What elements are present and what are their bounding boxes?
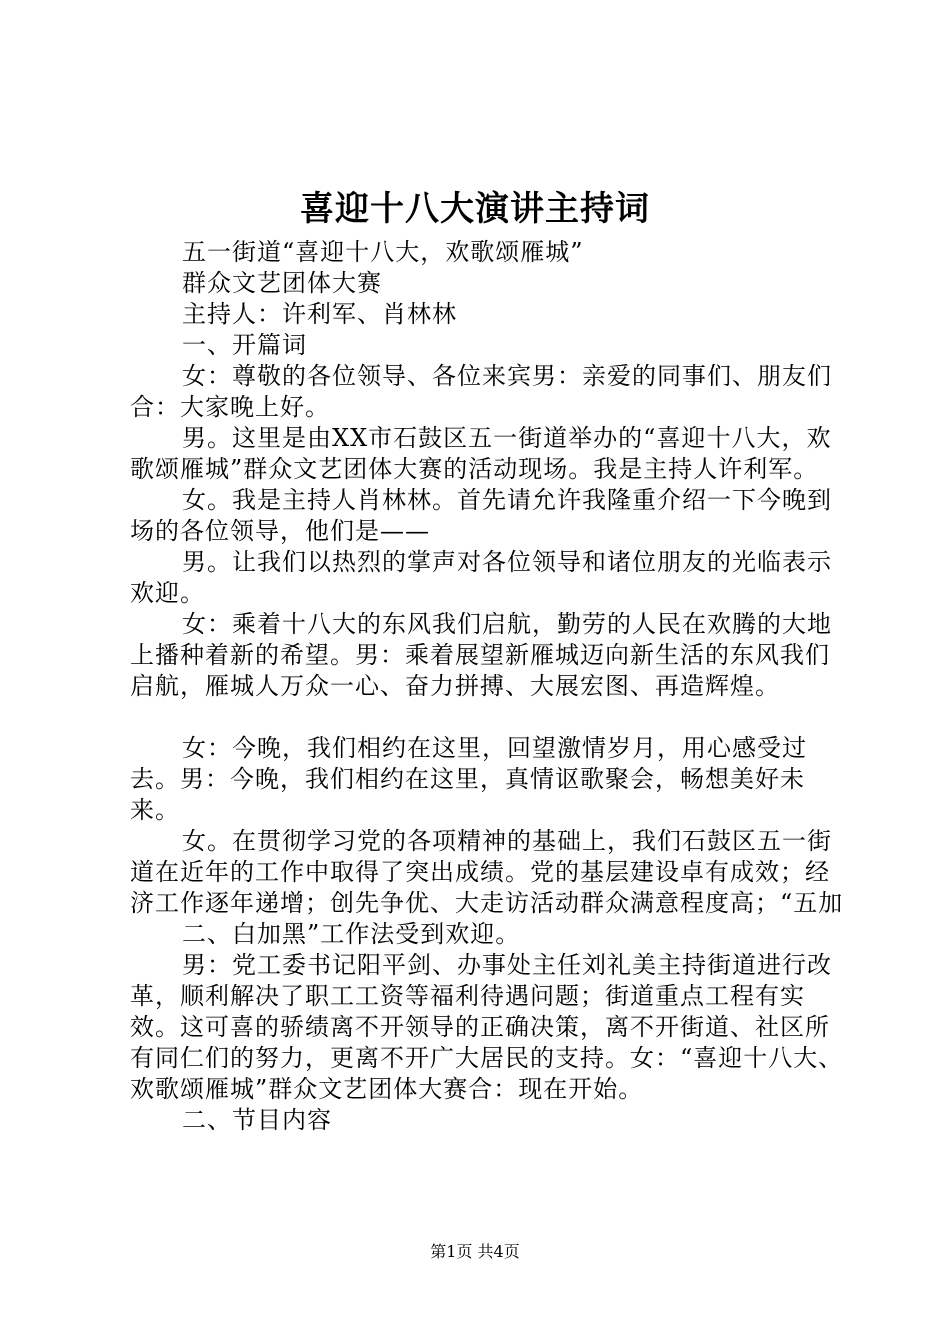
paragraph-2: 群众文艺团体大赛 — [182, 269, 382, 297]
paragraph-11: 女。在贯彻学习党的各项精神的基础上，我们石鼓区五一街道在近年的工作中取得了突出成绩。党的基层建设卓有成效；经济工作逐年递增；创先争优、大走访活动群众满意程度高；“五加 — [130, 827, 844, 917]
paragraph-7: 女。我是主持人肖林林。首先请允许我隆重介绍一下今晚到场的各位领导，他们是—— — [130, 486, 832, 545]
paragraph-8: 男。让我们以热烈的掌声对各位领导和诸位朋友的光临表示欢迎。 — [130, 548, 832, 607]
paragraph-10: 女：今晚，我们相约在这里，回望激情岁月，用心感受过去。男：今晚，我们相约在这里，真情讴歌聚会，畅想美好未来。 — [130, 734, 807, 824]
paragraph-13: 男：党工委书记阳平剑、办事处主任刘礼美主持街道进行改革，顺利解决了职工工资等福利待遇问题；街道重点工程有实效。这可喜的骄绩离不开领导的正确决策，离不开街道、社区所有同仁们的努力，更离不开广大居民的支持。女：“喜迎十八大、欢歌颂雁城”群众文艺团体大赛合：现在开始。 — [130, 951, 844, 1103]
section-heading-opening: 一、开篇词 — [182, 331, 307, 359]
document-body — [130, 237, 844, 1136]
paragraph-9: 女：乘着十八大的东风我们启航，勤劳的人民在欢腾的大地上播种着新的希望。男：乘着展望新雁城迈向新生活的东风我们启航，雁城人万众一心、奋力拼搏、大展宏图、再造辉煌。 — [130, 610, 832, 700]
document-title: 喜迎十八大演讲主持词 — [300, 189, 650, 229]
paragraph-6: 男。这里是由XX市石鼓区五一街道举办的“喜迎十八大，欢歌颂雁城”群众文艺团体大赛的活动现场。我是主持人许利军。 — [130, 424, 832, 483]
page-number-footer: 第1页 共4页 — [430, 1242, 520, 1261]
paragraph-12: 二、白加黑”工作法受到欢迎。 — [182, 920, 521, 948]
paragraph-5: 女：尊敬的各位领导、各位来宾男：亲爱的同事们、朋友们合：大家晚上好。 — [130, 362, 832, 421]
paragraph-3: 主持人：许利军、肖林林 — [182, 300, 457, 328]
section-heading-program: 二、节目内容 — [182, 1106, 332, 1134]
paragraph-1: 五一街道“喜迎十八大，欢歌颂雁城” — [182, 238, 584, 266]
